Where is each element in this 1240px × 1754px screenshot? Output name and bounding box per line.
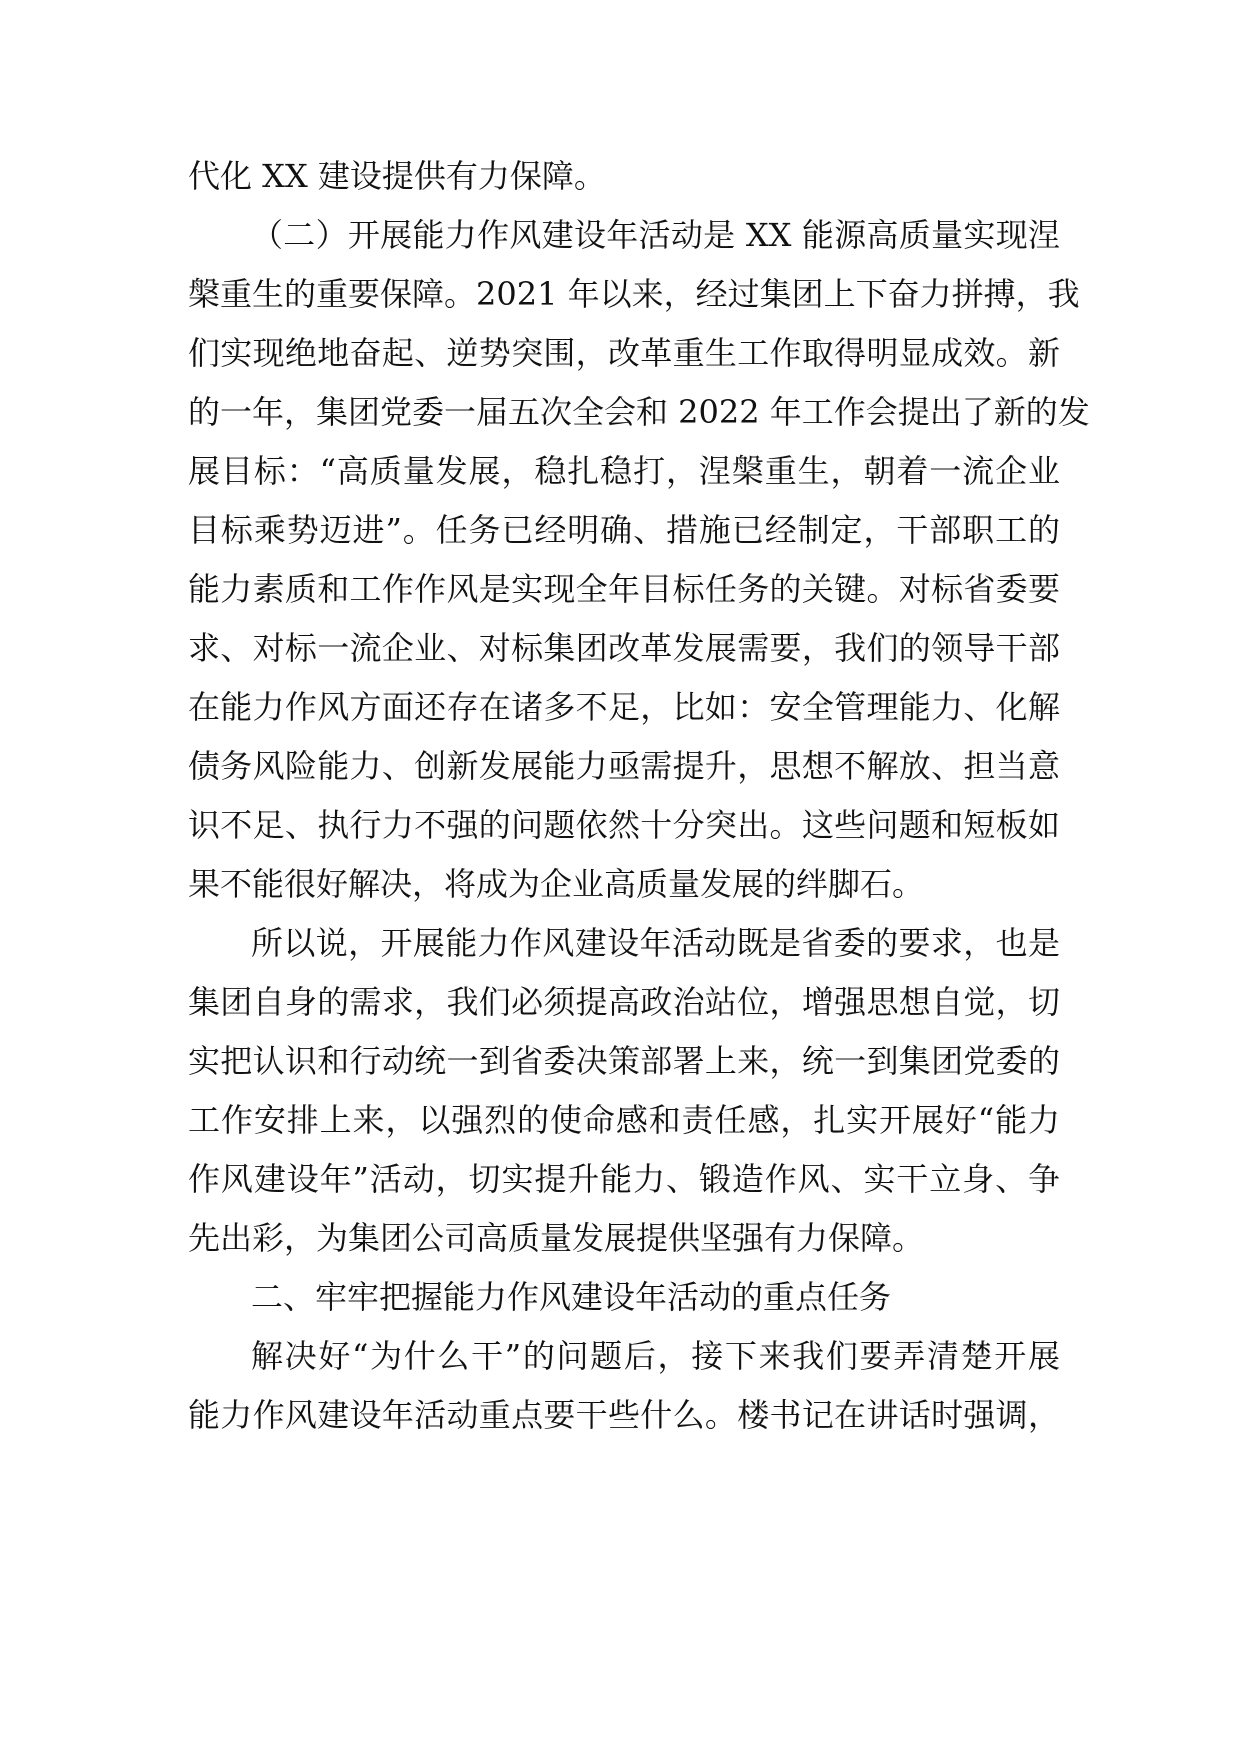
- text-line: 展目标：“高质量发展，稳扎稳打，涅槃重生，朝着一流企业: [188, 452, 1060, 490]
- text-line: 债务风险能力、创新发展能力亟需提升，思想不解放、担当意: [188, 747, 1060, 785]
- text-line: 作风建设年”活动，切实提升能力、锻造作风、实干立身、争: [188, 1160, 1060, 1198]
- text-line: 识不足、执行力不强的问题依然十分突出。这些问题和短板如: [188, 806, 1060, 844]
- text-line: 解决好“为什么干”的问题后，接下来我们要弄清楚开展: [251, 1337, 1060, 1375]
- section-heading: 二、牢牢把握能力作风建设年活动的重点任务: [251, 1278, 892, 1316]
- text-line: 在能力作风方面还存在诸多不足，比如：安全管理能力、化解: [188, 688, 1060, 726]
- text-line: 的一年，集团党委一届五次全会和 2022 年工作会提出了新的发: [188, 393, 1090, 431]
- text-line: 代化 XX 建设提供有力保障。: [188, 157, 606, 195]
- text-line: 果不能很好解决，将成为企业高质量发展的绊脚石。: [188, 865, 925, 903]
- text-line: 能力作风建设年活动重点要干些什么。楼书记在讲话时强调，: [188, 1396, 1060, 1434]
- text-line: 能力素质和工作作风是实现全年目标任务的关键。对标省委要: [188, 570, 1060, 608]
- text-line: 目标乘势迈进”。任务已经明确、措施已经制定，干部职工的: [188, 511, 1060, 549]
- text-line: 所以说，开展能力作风建设年活动既是省委的要求，也是: [251, 924, 1060, 962]
- text-line: 先出彩，为集团公司高质量发展提供坚强有力保障。: [188, 1219, 925, 1257]
- text-line: （二）开展能力作风建设年活动是 XX 能源高质量实现涅: [251, 216, 1060, 254]
- text-line: 槃重生的重要保障。2021 年以来，经过集团上下奋力拼搏，我: [188, 275, 1080, 313]
- text-line: 实把认识和行动统一到省委决策部署上来，统一到集团党委的: [188, 1042, 1060, 1080]
- text-line: 集团自身的需求，我们必须提高政治站位，增强思想自觉，切: [188, 983, 1060, 1021]
- text-line: 们实现绝地奋起、逆势突围，改革重生工作取得明显成效。新: [188, 334, 1060, 372]
- text-line: 求、对标一流企业、对标集团改革发展需要，我们的领导干部: [188, 629, 1060, 667]
- text-line: 工作安排上来，以强烈的使命感和责任感，扎实开展好“能力: [188, 1101, 1060, 1139]
